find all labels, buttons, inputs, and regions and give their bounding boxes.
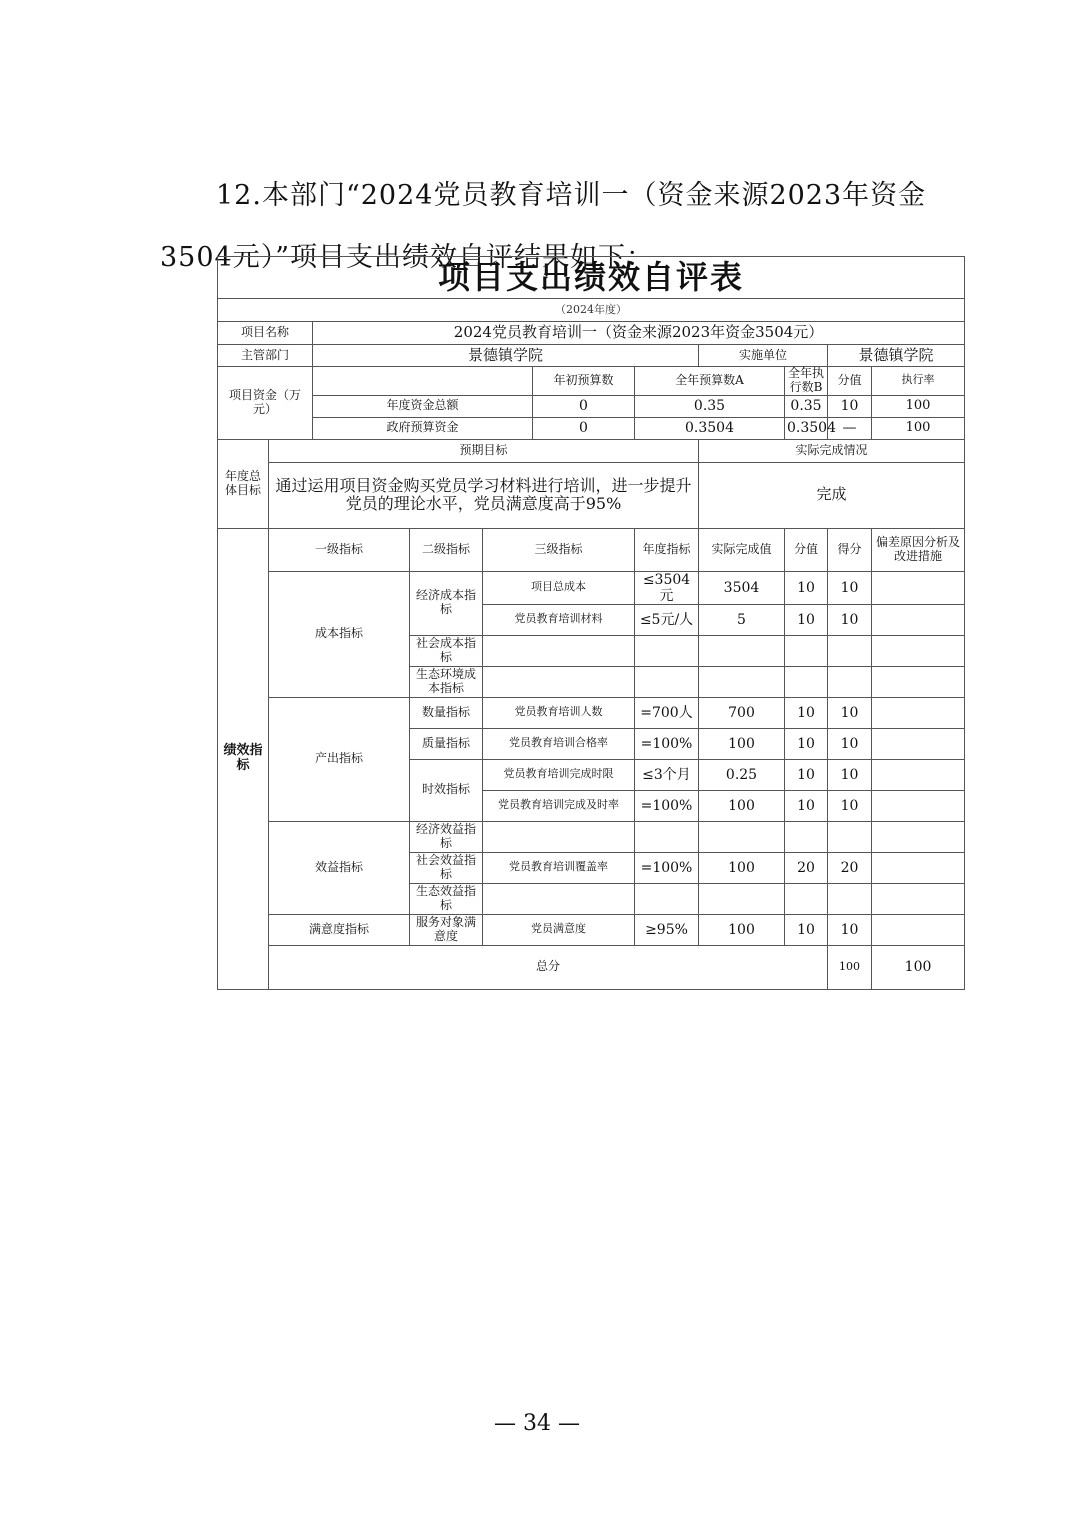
actual-value: 0.25 [699, 759, 785, 790]
score-weight: 10 [785, 697, 828, 728]
score: 10 [828, 697, 872, 728]
level2-indicator: 生态环境成本指标 [410, 666, 483, 697]
annual-target: =700人 [635, 697, 699, 728]
funds-cell: 0.35 [635, 395, 785, 417]
deviation-analysis [872, 790, 965, 821]
level2-indicator: 经济效益指标 [410, 821, 483, 852]
goal-label: 年度总体目标 [218, 439, 269, 528]
goal-expected: 通过运用项目资金购买党员学习材料进行培训，进一步提升党员的理论水平，党员满意度高于95% [269, 462, 699, 528]
score: 10 [828, 790, 872, 821]
impl-value: 景德镇学院 [828, 345, 965, 367]
indicator-header: 实际完成值 [699, 528, 785, 571]
indicator-header: 三级指标 [483, 528, 635, 571]
score-weight: 10 [785, 790, 828, 821]
level3-indicator: 项目总成本 [483, 571, 635, 604]
funds-cell: 0 [533, 417, 635, 439]
dept-value: 景德镇学院 [313, 345, 699, 367]
level2-indicator: 社会效益指标 [410, 852, 483, 883]
score: 10 [828, 571, 872, 604]
funds-cell: 100 [872, 417, 965, 439]
score: 20 [828, 852, 872, 883]
actual-value: 100 [699, 852, 785, 883]
actual-value: 100 [699, 914, 785, 945]
actual-value: 3504 [699, 571, 785, 604]
funds-row-label: 政府预算资金 [313, 417, 533, 439]
score-weight: 10 [785, 728, 828, 759]
deviation-analysis [872, 914, 965, 945]
score-weight: 10 [785, 759, 828, 790]
score: 10 [828, 914, 872, 945]
indicator-header: 偏差原因分析及改进措施 [872, 528, 965, 571]
level1-indicator: 满意度指标 [269, 914, 410, 945]
level1-indicator: 产出指标 [269, 697, 410, 821]
funds-header: 执行率 [872, 367, 965, 396]
table-title: 项目支出绩效自评表 [218, 257, 965, 299]
score: 10 [828, 759, 872, 790]
project-name: 2024党员教育培训一（资金来源2023年资金3504元） [313, 322, 965, 345]
funds-cell: 0 [533, 395, 635, 417]
level2-indicator: 社会成本指标 [410, 635, 483, 666]
level3-indicator: 党员教育培训合格率 [483, 728, 635, 759]
level3-indicator: 党员教育培训完成及时率 [483, 790, 635, 821]
score: 10 [828, 604, 872, 635]
level1-indicator: 成本指标 [269, 571, 410, 697]
deviation-analysis [872, 852, 965, 883]
annual-target: ≤3个月 [635, 759, 699, 790]
level3-indicator: 党员教育培训覆盖率 [483, 852, 635, 883]
indicator-header: 二级指标 [410, 528, 483, 571]
total-score: 100 [872, 945, 965, 989]
indicator-header: 一级指标 [269, 528, 410, 571]
funds-row-label: 年度资金总额 [313, 395, 533, 417]
actual-value: 700 [699, 697, 785, 728]
score-weight: 10 [785, 604, 828, 635]
annual-target: ≤5元/人 [635, 604, 699, 635]
indicator-header: 得分 [828, 528, 872, 571]
score-weight: 20 [785, 852, 828, 883]
deviation-analysis [872, 759, 965, 790]
actual-value: 100 [699, 728, 785, 759]
level3-indicator: 党员教育培训完成时限 [483, 759, 635, 790]
performance-table [217, 256, 964, 989]
annual-target: ≥95% [635, 914, 699, 945]
funds-header: 年初预算数 [533, 367, 635, 396]
deviation-analysis [872, 728, 965, 759]
funds-cell: 0.3504 [785, 417, 828, 439]
score-weight: 10 [785, 914, 828, 945]
indicator-header: 分值 [785, 528, 828, 571]
actual-value: 5 [699, 604, 785, 635]
score-weight: 10 [785, 571, 828, 604]
funds-cell: 0.35 [785, 395, 828, 417]
annual-target: =100% [635, 728, 699, 759]
deviation-analysis [872, 571, 965, 604]
total-value: 100 [828, 945, 872, 989]
impl-label: 实施单位 [699, 345, 828, 367]
project-name-label: 项目名称 [218, 322, 313, 345]
funds-cell: 0.3504 [635, 417, 785, 439]
table-year: （2024年度） [218, 299, 965, 322]
deviation-analysis [872, 697, 965, 728]
goal-expected-header: 预期目标 [269, 439, 699, 462]
annual-target: =100% [635, 852, 699, 883]
level2-indicator: 质量指标 [410, 728, 483, 759]
level3-indicator: 党员教育培训人数 [483, 697, 635, 728]
funds-header: 全年执行数B [785, 367, 828, 396]
level3-indicator: 党员教育培训材料 [483, 604, 635, 635]
actual-value: 100 [699, 790, 785, 821]
score: 10 [828, 728, 872, 759]
goal-actual-header: 实际完成情况 [699, 439, 965, 462]
goal-actual: 完成 [699, 462, 965, 528]
funds-cell: 100 [872, 395, 965, 417]
level2-indicator: 生态效益指标 [410, 883, 483, 914]
dept-label: 主管部门 [218, 345, 313, 367]
funds-cell: — [828, 417, 872, 439]
level2-indicator: 数量指标 [410, 697, 483, 728]
level2-indicator: 时效指标 [410, 759, 483, 821]
intro-paragraph: 12.本部门“2024党员教育培训一（资金来源2023年资金3504元）”项目支出绩效自评结果如下： [160, 180, 927, 273]
level1-indicator: 效益指标 [269, 821, 410, 914]
perf-label: 绩效指标 [218, 528, 269, 989]
annual-target: ≤3504元 [635, 571, 699, 604]
page-number: — 34 — [494, 1411, 580, 1436]
level2-indicator: 服务对象满意度 [410, 914, 483, 945]
funds-header: 分值 [828, 367, 872, 396]
deviation-analysis [872, 604, 965, 635]
funds-label: 项目资金（万元） [218, 367, 313, 440]
total-label: 总分 [269, 945, 828, 989]
level3-indicator: 党员满意度 [483, 914, 635, 945]
funds-header: 全年预算数A [635, 367, 785, 396]
annual-target: =100% [635, 790, 699, 821]
level2-indicator: 经济成本指标 [410, 571, 483, 635]
funds-cell: 10 [828, 395, 872, 417]
indicator-header: 年度指标 [635, 528, 699, 571]
